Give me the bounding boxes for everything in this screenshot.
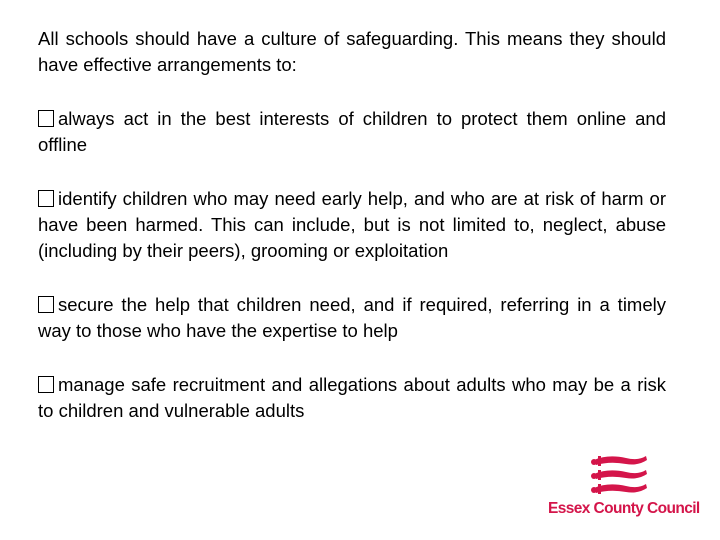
slide-content — [38, 26, 666, 452]
bullet-item — [38, 292, 666, 344]
bullet-item — [38, 106, 666, 158]
bullet-text: identify children who may need early help, and who are at risk of harm or have been harmed. This can include, but is not limited to, neglect, abuse (including by their peers), grooming or exploitation — [38, 188, 666, 261]
missing-glyph-box-icon — [38, 376, 54, 393]
bullet-item — [38, 372, 666, 424]
council-logo — [548, 452, 698, 522]
bullet-text: secure the help that children need, and if required, referring in a timely way to those who have the expertise to help — [38, 294, 666, 341]
seaxes-emblem-icon — [548, 452, 698, 500]
logo-wordmark: Essex County Council — [548, 500, 700, 517]
intro-paragraph: All schools should have a culture of safeguarding. This means they should have effective arrangements to: — [38, 28, 666, 75]
missing-glyph-box-icon — [38, 190, 54, 207]
bullet-text: manage safe recruitment and allegations about adults who may be a risk to children and vulnerable adults — [38, 374, 666, 421]
missing-glyph-box-icon — [38, 110, 54, 127]
missing-glyph-box-icon — [38, 296, 54, 313]
bullet-item — [38, 186, 666, 264]
bullet-text: always act in the best interests of children to protect them online and offline — [38, 108, 666, 155]
